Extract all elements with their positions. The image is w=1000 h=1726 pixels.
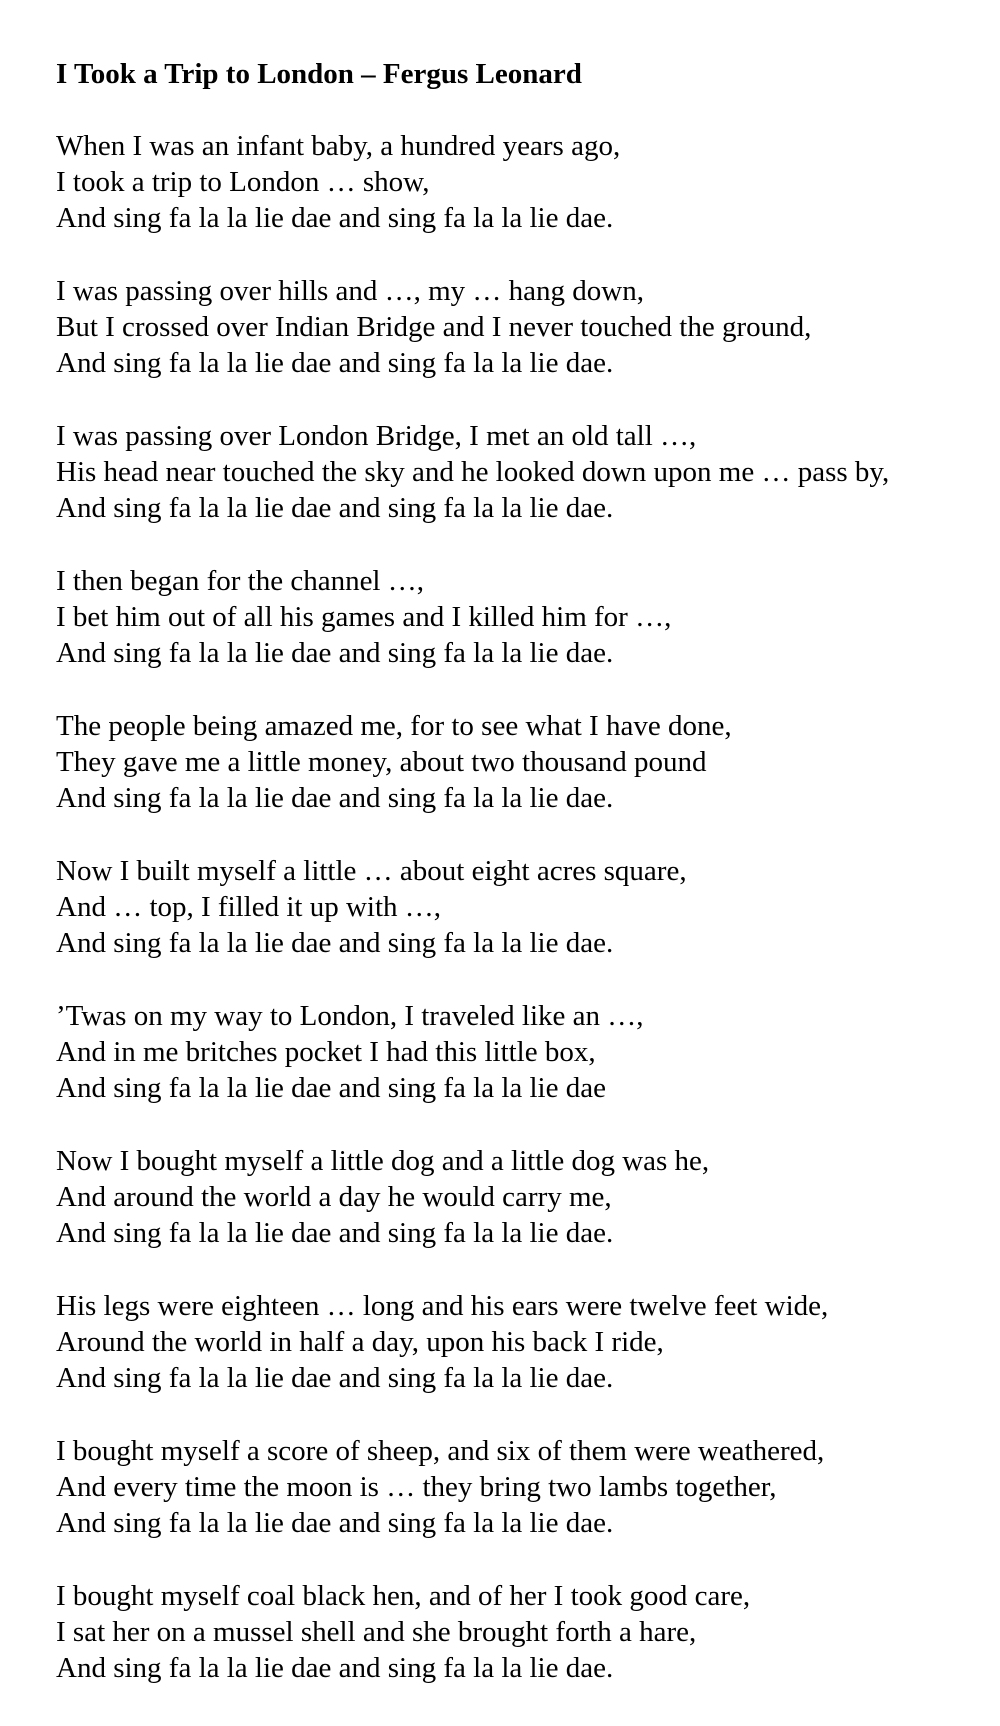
verses-container bbox=[56, 128, 970, 1686]
verse-line: And sing fa la la lie dae and sing fa la la lie dae. bbox=[56, 347, 614, 379]
verse-line: His legs were eighteen … long and his ears were twelve feet wide, bbox=[56, 1290, 829, 1322]
verse-line: I sat her on a mussel shell and she brought forth a hare, bbox=[56, 1616, 697, 1648]
verse-line: And in me britches pocket I had this little box, bbox=[56, 1036, 596, 1068]
verse-line: And sing fa la la lie dae and sing fa la la lie dae bbox=[56, 1072, 606, 1104]
verse-line: Around the world in half a day, upon his back I ride, bbox=[56, 1326, 664, 1358]
verse-line: Now I built myself a little … about eight acres square, bbox=[56, 855, 687, 887]
verse-line: They gave me a little money, about two thousand pound bbox=[56, 746, 707, 778]
verse-line: And around the world a day he would carry me, bbox=[56, 1181, 612, 1213]
verse-line: And sing fa la la lie dae and sing fa la la lie dae. bbox=[56, 492, 614, 524]
verse-4 bbox=[56, 563, 970, 671]
verse-line: And … top, I filled it up with …, bbox=[56, 891, 442, 923]
verse-line: And sing fa la la lie dae and sing fa la la lie dae. bbox=[56, 1652, 614, 1684]
verse-line: I bought myself coal black hen, and of her I took good care, bbox=[56, 1580, 751, 1612]
verse-8 bbox=[56, 1143, 970, 1251]
verse-11 bbox=[56, 1578, 970, 1686]
verse-6 bbox=[56, 853, 970, 961]
verse-1 bbox=[56, 128, 970, 236]
verse-line: And sing fa la la lie dae and sing fa la la lie dae. bbox=[56, 1217, 614, 1249]
verse-line: And sing fa la la lie dae and sing fa la la lie dae. bbox=[56, 1507, 614, 1539]
verse-10 bbox=[56, 1433, 970, 1541]
verse-line: But I crossed over Indian Bridge and I never touched the ground, bbox=[56, 311, 812, 343]
verse-5 bbox=[56, 708, 970, 816]
verse-line: And every time the moon is … they bring two lambs together, bbox=[56, 1471, 777, 1503]
verse-line: And sing fa la la lie dae and sing fa la la lie dae. bbox=[56, 1362, 614, 1394]
verse-line: I was passing over hills and …, my … hang down, bbox=[56, 275, 644, 307]
document-title: I Took a Trip to London – Fergus Leonard bbox=[56, 58, 582, 90]
verse-line: His head near touched the sky and he looked down upon me … pass by, bbox=[56, 456, 890, 488]
verse-line: ’Twas on my way to London, I traveled like an …, bbox=[56, 1000, 644, 1032]
verse-line: I bet him out of all his games and I killed him for …, bbox=[56, 601, 672, 633]
verse-7 bbox=[56, 998, 970, 1106]
verse-line: And sing fa la la lie dae and sing fa la la lie dae. bbox=[56, 202, 614, 234]
verse-line: And sing fa la la lie dae and sing fa la la lie dae. bbox=[56, 782, 614, 814]
verse-line: And sing fa la la lie dae and sing fa la la lie dae. bbox=[56, 927, 614, 959]
verse-line: I bought myself a score of sheep, and six of them were weathered, bbox=[56, 1435, 825, 1467]
verse-line: Now I bought myself a little dog and a little dog was he, bbox=[56, 1145, 710, 1177]
verse-line: When I was an infant baby, a hundred years ago, bbox=[56, 130, 621, 162]
verse-line: And sing fa la la lie dae and sing fa la la lie dae. bbox=[56, 637, 614, 669]
verse-line: I took a trip to London … show, bbox=[56, 166, 430, 198]
verse-9 bbox=[56, 1288, 970, 1396]
verse-line: I then began for the channel …, bbox=[56, 565, 424, 597]
verse-3 bbox=[56, 418, 970, 526]
verse-2 bbox=[56, 273, 970, 381]
verse-line: The people being amazed me, for to see what I have done, bbox=[56, 710, 732, 742]
verse-line: I was passing over London Bridge, I met an old tall …, bbox=[56, 420, 697, 452]
